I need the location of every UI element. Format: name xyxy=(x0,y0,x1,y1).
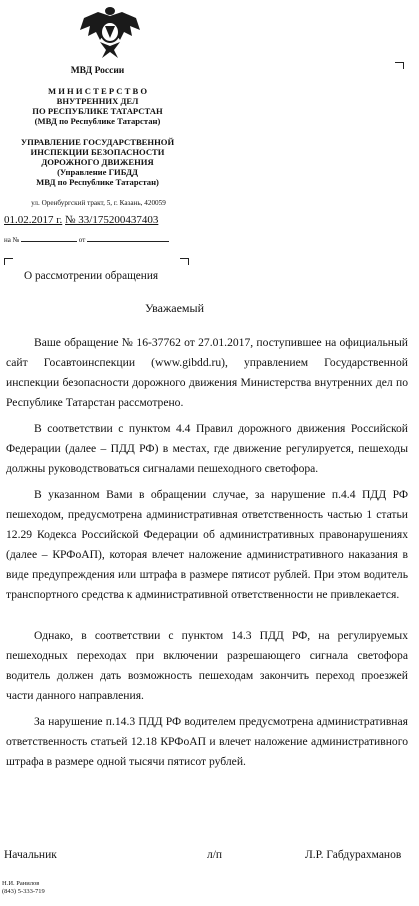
department-block xyxy=(0,137,195,187)
ref-from-field xyxy=(87,241,169,242)
corner-mark-left xyxy=(4,258,13,265)
mvd-emblem-icon xyxy=(78,4,142,62)
ref-from-label: от xyxy=(78,236,86,244)
paragraph: В указанном Вами в обращении случае, за нарушение п.4.4 ПДД РФ пешеходом, предусмотрена административная ответственность частью 1 статьи 12.29 Кодекса Российской Федерации об административных правонарушениях (далее – КРФоАП), которая влечет наложение административного наказания в виде предупреждения или штрафа в размере пятисот рублей. При этом водитель транспортного средства к административной ответственности не привлекается. xyxy=(6,488,408,601)
ministry-line: ВНУТРЕННИХ ДЕЛ xyxy=(56,96,139,106)
paragraph: Однако, в соответствии с пунктом 14.3 ПДД РФ, на регулируемых пешеходных переходах при включении разрешающего сигнала светофора водитель должен дать возможность пешеходам закончить переход проезжей части данного направления. xyxy=(6,629,408,702)
reg-date: 01.02.2017 г. xyxy=(4,214,63,226)
ministry-line: М И Н И С Т Е Р С Т В О xyxy=(47,86,148,96)
department-line: (Управление ГИБДД xyxy=(57,167,138,177)
org-short: МВД России xyxy=(70,66,125,76)
letter-body xyxy=(6,333,408,772)
ref-no-field xyxy=(21,241,77,242)
corner-mark-top-right xyxy=(395,62,404,69)
paragraph: Ваше обращение № 16-37762 от 27.01.2017, поступившее на официальный сайт Госавтоинспекции (www.gibdd.ru), управлением Государственной инспекции безопасности дорожного движения Министерства внутренних дел по Республике Татарстан рассмотрено. xyxy=(6,336,408,409)
signer-name: Л.Р. Габдурахманов xyxy=(305,849,402,861)
executor-phone: (843) 5-333-719 xyxy=(2,888,45,895)
ministry-block xyxy=(0,86,195,126)
reference-line xyxy=(4,236,169,244)
registration-line xyxy=(4,214,158,226)
greeting: Уважаемый xyxy=(145,301,204,315)
department-line: ИНСПЕКЦИИ БЕЗОПАСНОСТИ xyxy=(30,147,165,157)
subject-line: О рассмотрении обращения xyxy=(24,270,159,282)
signer-position: Начальник xyxy=(4,849,57,861)
address: ул. Оренбургский тракт, 5, г. Казань, 420059 xyxy=(31,199,166,207)
corner-mark-right xyxy=(180,258,189,265)
department-line: ДОРОЖНОГО ДВИЖЕНИЯ xyxy=(41,157,154,167)
paragraph: В соответствии с пунктом 4.4 Правил дорожного движения Российской Федерации (далее – ПДД РФ) в местах, где движение регулируется, пешеходы должны руководствоваться сигналами пешеходного светофора. xyxy=(6,422,408,475)
signature-mark: л/п xyxy=(207,849,223,861)
paragraph: За нарушение п.14.3 ПДД РФ водителем предусмотрена административная ответственность статьей 12.18 КРФоАП и влечет наложение административного штрафа в размере одной тысячи пятисот рублей. xyxy=(6,715,408,768)
executor-name: Н.И. Ранилов xyxy=(2,880,40,887)
ministry-line: ПО РЕСПУБЛИКЕ ТАТАРСТАН xyxy=(32,106,163,116)
department-line: МВД по Республике Татарстан) xyxy=(36,177,159,187)
reg-number: № 33/175200437403 xyxy=(65,214,159,226)
department-line: УПРАВЛЕНИЕ ГОСУДАРСТВЕННОЙ xyxy=(20,137,175,147)
ministry-line: (МВД по Республике Татарстан) xyxy=(34,116,161,126)
ref-no-label: на № xyxy=(4,236,20,244)
